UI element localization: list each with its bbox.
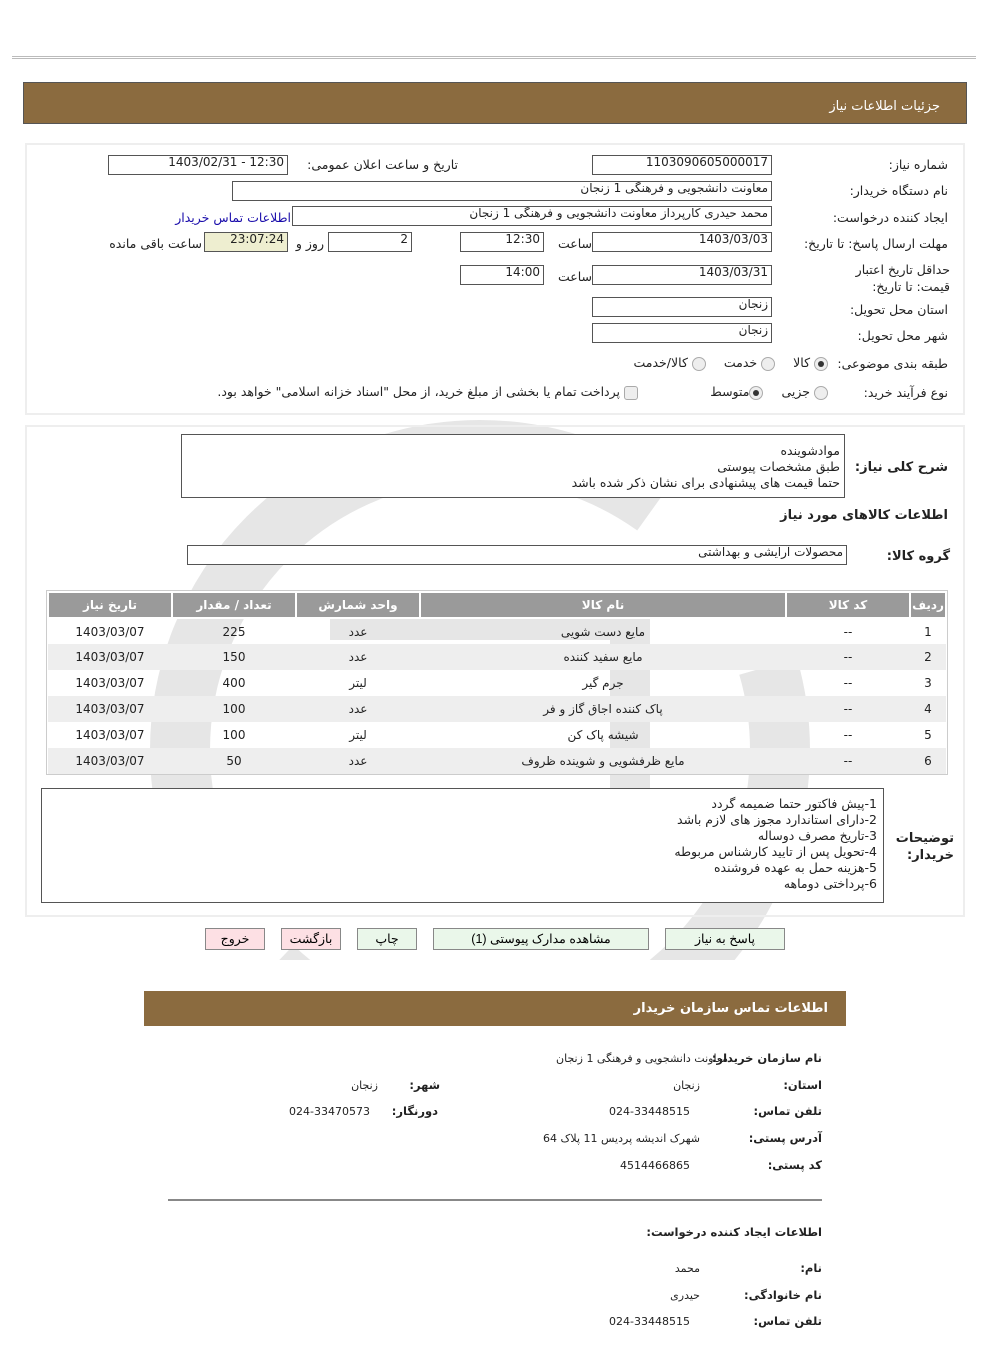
validity-time-label: ساعت: [557, 269, 592, 284]
need-number-label: شماره نیاز:: [888, 157, 948, 172]
row-number: 1: [924, 624, 932, 639]
goods-group-label: گروه کالا:: [886, 549, 950, 564]
goods-code: --: [786, 748, 910, 774]
need-date: 1403/03/07: [48, 644, 172, 670]
days-label: روز و: [295, 236, 324, 251]
goods-code: --: [786, 644, 910, 670]
province-label: استان:: [783, 1078, 822, 1092]
col-name: نام کالا: [420, 592, 786, 618]
validity-date-field: 1403/03/31: [592, 265, 772, 285]
days-field: 2: [328, 232, 412, 252]
summary-box: [181, 434, 845, 498]
goods-name: شیشه پاک کن: [567, 728, 639, 742]
note-line: 1-پیش فاکتور حتما ضمیمه گردد: [711, 796, 877, 811]
col-unit: واحد شمارش: [296, 592, 420, 618]
postal-value: 4514466865: [620, 1159, 690, 1172]
summary-line: حتما قیمت های پیشنهادی برای نشان ذکر شده باشد: [571, 475, 840, 490]
radio-checked-icon[interactable]: [749, 386, 763, 400]
city-label: شهر:: [409, 1078, 440, 1092]
print-button[interactable]: چاپ: [357, 928, 417, 950]
province-field: زنجان: [592, 297, 772, 317]
radio-checked-icon[interactable]: [814, 357, 828, 371]
notes-box: [41, 788, 884, 903]
view-attachments-button[interactable]: مشاهده مدارک پیوستی (1): [433, 928, 649, 950]
city-value: زنجان: [351, 1079, 378, 1092]
process-option-minor[interactable]: جزیی: [781, 384, 828, 400]
need-date: 1403/03/07: [75, 676, 145, 690]
province-value: زنجان: [673, 1079, 700, 1092]
top-divider: [12, 56, 976, 59]
unit: لیتر: [349, 676, 367, 690]
goods-table: [47, 591, 947, 774]
radio-icon[interactable]: [814, 386, 828, 400]
goods-code: --: [843, 676, 853, 690]
family-label: نام خانوادگی:: [744, 1288, 822, 1302]
creator-field: محمد حیدری کارپرداز معاونت دانشجویی و فرهنگی 1 زنجان: [292, 206, 772, 226]
announce-field: 1403/02/31 - 12:30: [108, 155, 288, 175]
col-row: ردیف: [910, 592, 946, 618]
name-label: نام:: [800, 1261, 822, 1275]
creator-phone-label: تلفن تماس:: [753, 1314, 822, 1328]
note-line: 6-پرداختی دوماهه: [783, 876, 877, 891]
need-date: 1403/03/07: [48, 748, 172, 774]
unit: لیتر: [349, 728, 367, 742]
goods-name: جرم گیر: [582, 676, 624, 690]
table-row: [48, 748, 946, 774]
table-row: [48, 644, 946, 670]
process-option-medium[interactable]: متوسط: [710, 384, 763, 400]
note-line: 4-تحویل پس از تایید کارشناس مربوطه: [674, 844, 877, 859]
name-value: محمد: [674, 1262, 700, 1275]
notes-label: توضیحات خریدار:: [895, 831, 954, 863]
radio-icon[interactable]: [761, 357, 775, 371]
goods-table-wrapper: [46, 590, 948, 775]
deadline-time-field: 12:30: [460, 232, 544, 252]
checkbox-icon[interactable]: [624, 386, 638, 400]
table-row: [48, 618, 946, 644]
page-title: جزئیات اطلاعات نیاز: [829, 99, 940, 114]
col-code: کد کالا: [786, 592, 910, 618]
unit: عدد: [348, 624, 368, 639]
buyer-label: نام دستگاه خریدار:: [849, 183, 948, 198]
phone-label: تلفن تماس:: [753, 1104, 822, 1118]
address-value: شهرک اندیشه پردیس 11 پلاک 64: [543, 1132, 700, 1145]
row-number: 2: [910, 644, 946, 670]
page-header: [23, 82, 967, 124]
unit: عدد: [296, 696, 420, 722]
validity-label: حداقل تاریخ اعتبار قیمت: تا تاریخ:: [855, 262, 950, 294]
contact-divider: [168, 1199, 822, 1201]
creator-label: ایجاد کننده درخواست:: [832, 210, 948, 225]
quantity: 100: [172, 696, 296, 722]
reply-button[interactable]: پاسخ به نیاز: [665, 928, 785, 950]
need-number-field: 1103090605000017: [592, 155, 772, 175]
quantity: 50: [172, 748, 296, 774]
quantity: 100: [222, 728, 246, 742]
deadline-date-field: 1403/03/03: [592, 232, 772, 252]
org-value: معاونت دانشجویی و فرهنگی 1 زنجان: [556, 1052, 728, 1065]
row-number: 5: [924, 728, 932, 742]
note-line: 5-هزینه حمل به عهده فروشنده: [714, 860, 877, 875]
contact-title: اطلاعات تماس سازمان خریدار: [633, 1001, 828, 1016]
goods-group-field: محصولات آرایشی و بهداشتی: [187, 545, 847, 565]
need-date: 1403/03/07: [75, 624, 145, 639]
row-number: 3: [924, 676, 932, 690]
process-label: نوع فرآیند خرید:: [863, 385, 948, 400]
table-row: [48, 670, 946, 696]
category-option-both[interactable]: کالا/خدمت: [634, 355, 706, 371]
category-option-goods[interactable]: کالا: [793, 355, 828, 371]
buyer-contact-link[interactable]: اطلاعات تماس خریدار: [175, 210, 291, 225]
col-qty: تعداد / مقدار: [172, 592, 296, 618]
goods-name: مایع سفید کننده: [420, 644, 786, 670]
category-label: طبقه بندی موضوعی:: [837, 356, 948, 371]
city-label: شهر محل تحویل:: [857, 328, 948, 343]
goods-name: پاک کننده اجاق گاز و فر: [420, 696, 786, 722]
province-label: استان محل تحویل:: [849, 302, 948, 317]
summary-line: موادشوینده: [780, 443, 840, 458]
buyer-field: معاونت دانشجویی و فرهنگی 1 زنجان: [232, 181, 772, 201]
family-value: حیدری: [670, 1289, 700, 1302]
quantity: 150: [172, 644, 296, 670]
exit-button[interactable]: خروج: [205, 928, 265, 950]
deadline-time-label: ساعت: [557, 236, 592, 251]
goods-title: اطلاعات کالاهای مورد نیاز: [780, 508, 948, 523]
remaining-time-field: 23:07:24: [204, 232, 288, 252]
deadline-label: مهلت ارسال پاسخ: تا تاریخ:: [803, 236, 948, 251]
goods-code: --: [843, 624, 853, 639]
creator-info-title: اطلاعات ایجاد کننده درخواست:: [646, 1225, 822, 1239]
unit: عدد: [296, 644, 420, 670]
back-button[interactable]: بازگشت: [281, 928, 341, 950]
org-label: نام سازمان خریدار:: [711, 1051, 822, 1065]
contact-section-header: [144, 991, 846, 1026]
validity-time-field: 14:00: [460, 265, 544, 285]
address-label: آدرس پستی:: [748, 1131, 822, 1145]
summary-label: شرح کلی نیاز:: [854, 460, 948, 475]
goods-code: --: [843, 728, 853, 742]
goods-code: --: [786, 696, 910, 722]
col-date: تاریخ نیاز: [48, 592, 172, 618]
category-option-service[interactable]: خدمت: [724, 355, 775, 371]
postal-label: کد پستی:: [767, 1158, 822, 1172]
city-field: زنجان: [592, 323, 772, 343]
treasury-payment-option[interactable]: پرداخت تمام یا بخشی از مبلغ خرید، از محل "اسناد خزانه اسلامی" خواهد بود.: [217, 384, 638, 400]
row-number: 4: [910, 696, 946, 722]
table-row: [48, 696, 946, 722]
radio-icon[interactable]: [692, 357, 706, 371]
quantity: 225: [222, 624, 246, 639]
fax-value: 024-33470573: [289, 1105, 370, 1118]
remaining-label: ساعت باقی مانده: [109, 236, 202, 251]
creator-phone-value: 024-33448515: [609, 1315, 690, 1328]
goods-name: مایع دست شویی: [560, 624, 646, 639]
unit: عدد: [296, 748, 420, 774]
fax-label: دورنگار:: [391, 1104, 438, 1118]
summary-line: طبق مشخصات پیوستی: [717, 459, 840, 474]
announce-label: تاریخ و ساعت اعلان عمومی:: [307, 157, 458, 172]
table-row: [48, 722, 946, 748]
need-date: 1403/03/07: [48, 696, 172, 722]
goods-name: مایع ظرفشویی و شوینده ظروف: [420, 748, 786, 774]
note-line: 2-دارای استاندارد مجوز های لازم باشد: [677, 812, 877, 827]
note-line: 3-تاریخ مصرف دوساله: [757, 828, 877, 843]
process-radio-group: [710, 384, 828, 400]
row-number: 6: [910, 748, 946, 774]
quantity: 400: [222, 676, 246, 690]
category-radio-group: [634, 355, 828, 371]
need-date: 1403/03/07: [75, 728, 145, 742]
phone-value: 024-33448515: [609, 1105, 690, 1118]
